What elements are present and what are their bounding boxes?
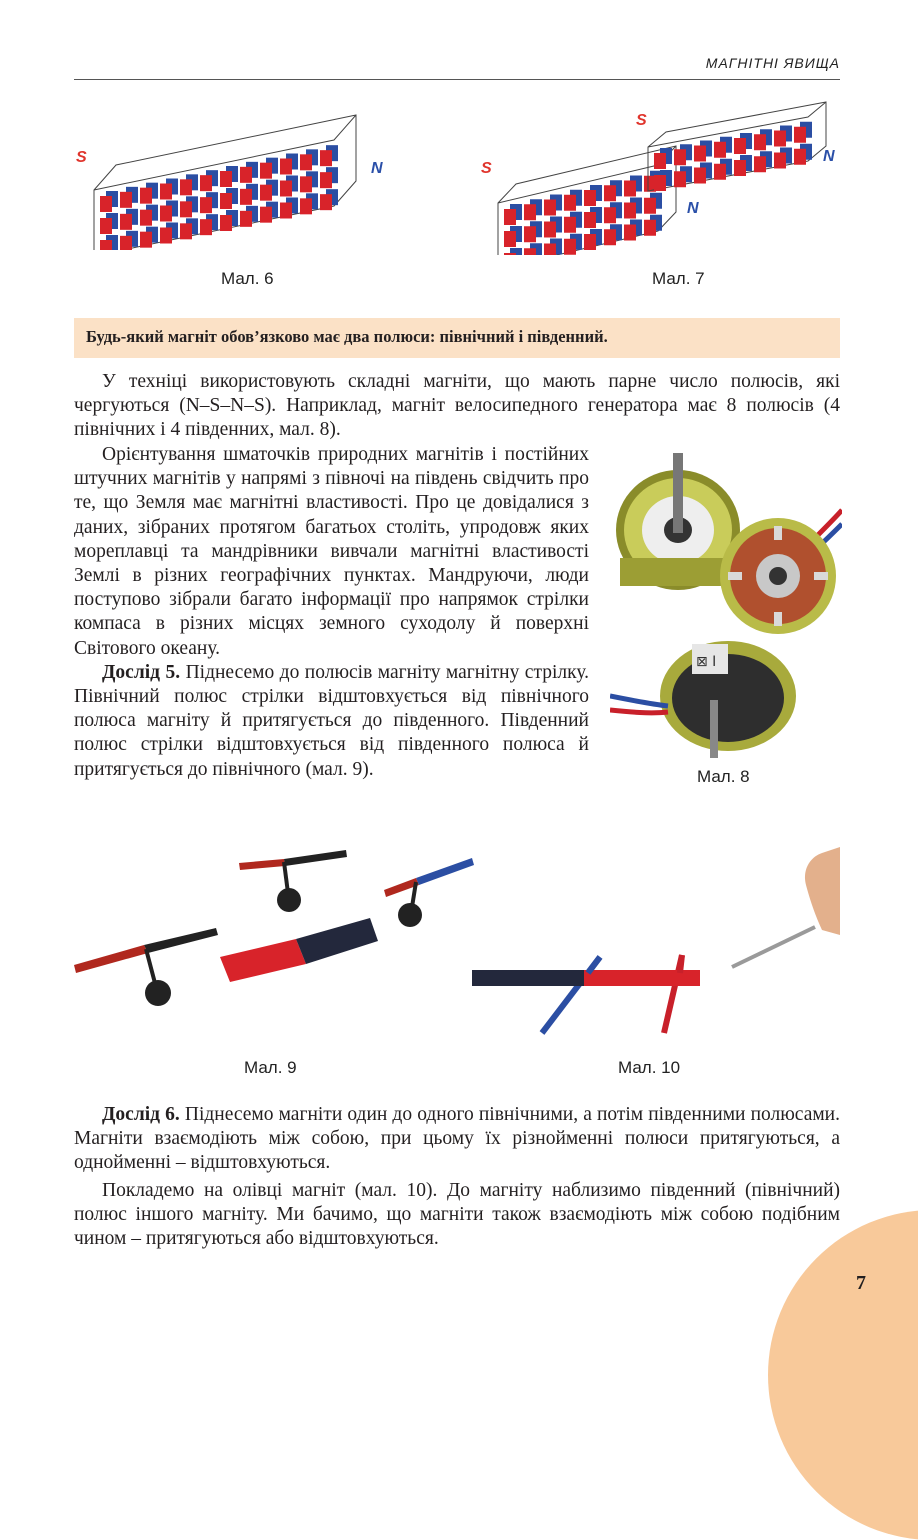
experiment-label: Дослід 6. xyxy=(102,1104,180,1125)
corner-decoration xyxy=(768,1210,918,1540)
magnet-domains-illustration xyxy=(90,95,380,250)
pole-label-n: N xyxy=(371,160,383,177)
body-paragraph xyxy=(74,370,840,443)
pole-label-n: N xyxy=(687,200,699,217)
page-number: 7 xyxy=(856,1272,866,1294)
pole-label-s: S xyxy=(481,160,492,177)
paragraph-text: Орієнтування шматочків природних магнітів і постійних штучних магнітів у напрямі з півночі на південь свідчить про те, що Земля має магнітні властивості. Про це довідалися з даних, зібраних протягом багатьох століть, упродовж яких мореплавці та мандрівники вивчали магнітні властивості Землі в різних географічних пунктах. Мандруючи, люди поступово зібрали багато інформації про напрямок стрілки компаса в різних місцях земного суходолу й поверхні Світового океану. xyxy=(74,444,589,659)
key-statement-box xyxy=(74,318,840,358)
svg-text:⊠ I: ⊠ I xyxy=(696,654,717,670)
paragraph-text: У техніці використовують складні магніти, що мають парне число полюсів, які чергуються (N–S–N–S). Наприклад, магніт велосипедного генератора має 8 полюсів (4 північних і 4 південних, мал. 8). xyxy=(74,371,840,441)
pole-label-n: N xyxy=(823,148,835,165)
pole-label-s: S xyxy=(76,149,87,166)
magnet-pieces-illustration xyxy=(490,95,830,255)
compass-needles-photo xyxy=(74,845,474,1045)
pole-label-s: S xyxy=(636,112,647,129)
magnet-on-pencils-photo xyxy=(470,845,840,1045)
paragraph-text: Піднесемо до полюсів магніту магнітну стрілку. Північний полюс стрілки відштовхується від північного полюса магніту й притягується до південного. Південний полюс стрілки відштовхується від південного полюса й притягується до північного (мал. 9). xyxy=(74,661,589,780)
running-header: МАГНІТНІ ЯВИЩА xyxy=(705,55,840,71)
body-lower xyxy=(74,1103,840,1251)
body-column xyxy=(74,443,589,782)
figure-caption: Мал. 8 xyxy=(697,767,750,786)
header-rule xyxy=(74,79,840,80)
paragraph-text: Піднесемо магніти один до одного північними, а потім південними полюсами. Магніти взаємодіють між собою, при цьому їх різнойменні полюси притягуються, а однойменні – відштовхуються. xyxy=(74,1104,840,1174)
experiment-paragraph xyxy=(74,1103,840,1176)
key-statement: Будь-який магніт обов’язково має два полюси: північний і південний. xyxy=(86,327,608,346)
paragraph-text: Покладемо на олівці магніт (мал. 10). До магніту наблизимо південний (північний) полюс іншого магніту. Ми бачимо, що магніти також взаємодіють між собою подібним чином – притягуються або відштовхуються. xyxy=(74,1179,840,1250)
experiment-paragraph xyxy=(74,661,589,782)
figure-caption: Мал. 10 xyxy=(618,1058,681,1077)
experiment-label: Дослід 5. xyxy=(102,661,181,683)
motor-photo xyxy=(610,448,842,758)
figure-caption: Мал. 6 xyxy=(221,269,274,288)
figure-caption: Мал. 7 xyxy=(652,269,705,288)
figure-caption: Мал. 9 xyxy=(244,1058,297,1077)
